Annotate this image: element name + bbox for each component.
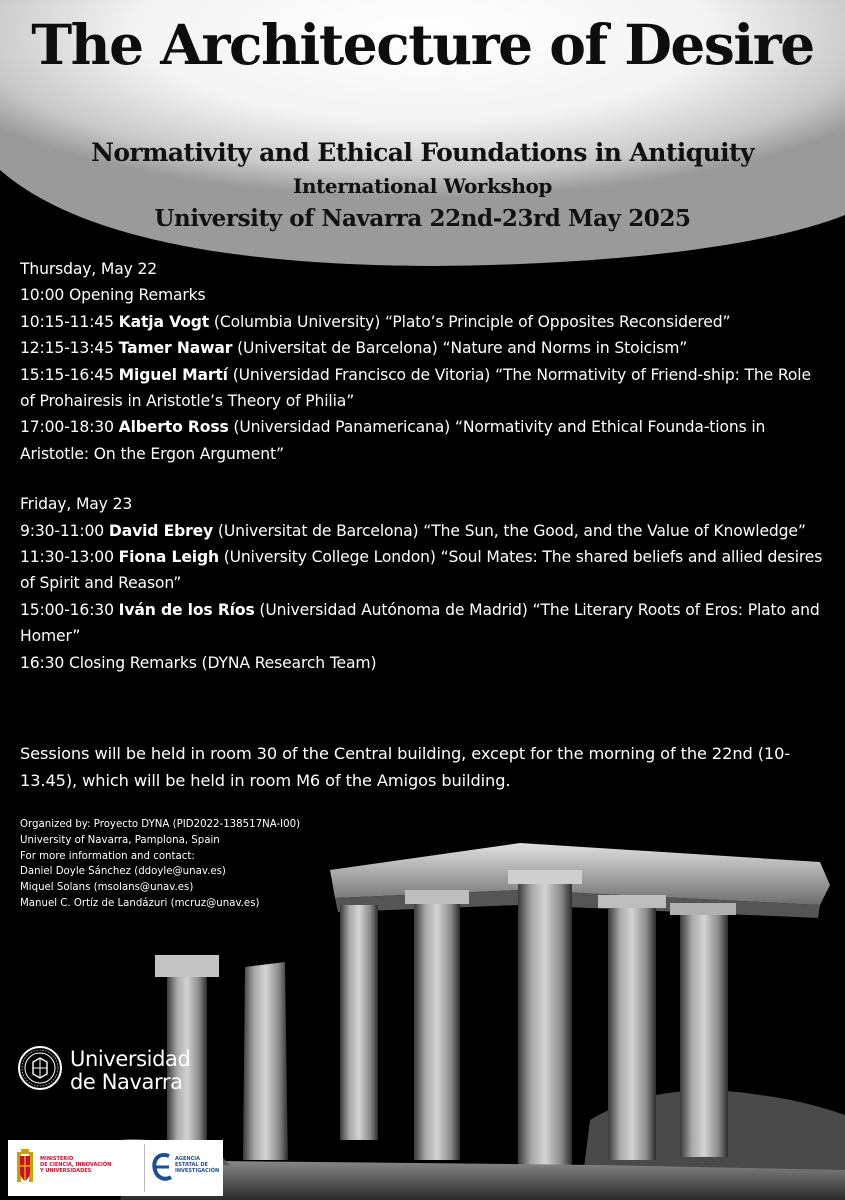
- session-time: 15:15-16:45: [20, 365, 114, 384]
- ministry-name-line: Y UNIVERSIDADES: [40, 1168, 92, 1174]
- speaker-affiliation: (Universidad Panamericana): [233, 418, 451, 437]
- agency-name: [175, 1156, 219, 1174]
- session-nawar: [20, 335, 830, 361]
- speaker-name: Miguel Martí: [118, 365, 228, 384]
- university-seal-icon: [16, 1040, 64, 1100]
- poster-title: The Architecture of Desire: [31, 12, 814, 77]
- session-time: 17:00-18:30: [20, 418, 114, 437]
- session-rios: [20, 597, 830, 650]
- organizer-line: University of Navarra, Pamplona, Spain: [20, 834, 220, 846]
- ministry-name-line: MINISTERIO: [40, 1156, 74, 1162]
- speaker-affiliation: (Columbia University): [213, 312, 381, 331]
- research-agency-logo: [144, 1144, 219, 1192]
- day-spacer: [20, 467, 830, 491]
- session-vogt: [20, 309, 830, 335]
- speaker-name: Alberto Ross: [118, 418, 229, 437]
- agency-name-line: AGENCIA: [175, 1156, 200, 1162]
- ministry-name: [40, 1156, 111, 1174]
- session-time: 10:15-11:45: [20, 312, 114, 331]
- talk-title: “Soul Mates: The shared beliefs and allied desires of Spirit and Reason”: [20, 548, 823, 593]
- session-time: 15:00-16:30: [20, 600, 114, 619]
- speaker-name: Katja Vogt: [118, 312, 210, 331]
- speaker-name: Tamer Nawar: [118, 339, 233, 358]
- spain-coat-of-arms-icon: [14, 1148, 36, 1188]
- session-time: 16:30 Closing Remarks (DYNA Research Team): [20, 653, 377, 672]
- day-heading: Thursday, May 22: [20, 260, 158, 278]
- session-opening: [20, 282, 830, 308]
- session-marti: [20, 362, 830, 415]
- session-time: 12:15-13:45: [20, 339, 114, 358]
- venue-note: Sessions will be held in room 30 of the Central building, except for the morning of the 22nd (10-13.45), which will be held in room M6 of the Amigos building.: [20, 744, 791, 790]
- session-time: 9:30-11:00: [20, 521, 105, 540]
- contact-line: Miquel Solans (msolans@unav.es): [20, 882, 194, 894]
- event-type: International Workshop: [292, 174, 553, 198]
- talk-title: “Plato’s Principle of Opposites Reconsidered”: [384, 312, 731, 331]
- organizers-block: [20, 817, 440, 912]
- day-heading: Friday, May 23: [20, 495, 133, 514]
- university-name-line: Universidad: [70, 1047, 191, 1071]
- program: [20, 256, 830, 676]
- talk-title: “The Normativity of Friend-ship: The Role of Prohairesis in Aristotle’s Theory of Philia”: [20, 365, 811, 411]
- university-wordmark: [70, 1048, 190, 1094]
- talk-title: “Normativity and Ethical Founda-tions in Aristotle: On the Ergon Argument”: [20, 418, 766, 463]
- speaker-affiliation: (Universidad Francisco de Vitoria): [232, 365, 491, 384]
- talk-title: “Nature and Norms in Stoicism”: [442, 339, 688, 358]
- talk-title: “The Literary Roots of Eros: Plato and Homer”: [20, 600, 820, 646]
- ministry-name-line: DE CIENCIA, INNOVACIÓN: [40, 1162, 112, 1168]
- agency-emblem-icon: [149, 1148, 175, 1188]
- funding-logos: [8, 1140, 223, 1196]
- contact-line: Manuel C. Ortíz de Landázuri (mcruz@unav.es): [20, 897, 260, 909]
- university-name-line: de Navarra: [70, 1070, 183, 1094]
- university-logo: [16, 1040, 236, 1110]
- place-and-date: University of Navarra 22nd-23rd May 2025: [154, 205, 691, 232]
- workshop-subtitle: Normativity and Ethical Foundations in Antiquity: [91, 138, 754, 167]
- session-ebrey: [20, 518, 830, 544]
- organizer-line: For more information and contact:: [20, 850, 195, 862]
- session-ross: [20, 414, 830, 467]
- speaker-affiliation: (University College London): [223, 548, 436, 567]
- ministry-logo: [14, 1145, 139, 1191]
- session-closing: [20, 650, 830, 676]
- agency-name-line: ESTATAL DE: [175, 1162, 208, 1168]
- session-time: 10:00 Opening Remarks: [20, 286, 206, 305]
- contact-line: Daniel Doyle Sánchez (ddoyle@unav.es): [20, 866, 226, 878]
- speaker-affiliation: (Universitat de Barcelona): [237, 339, 438, 358]
- organizer-line: Organized by: Proyecto DYNA (PID2022-138517NA-I00): [20, 819, 301, 830]
- agency-name-line: INVESTIGACIÓN: [175, 1168, 220, 1174]
- session-time: 11:30-13:00: [20, 548, 114, 567]
- speaker-name: David Ebrey: [108, 521, 214, 540]
- speaker-name: Fiona Leigh: [118, 548, 219, 567]
- speaker-affiliation: (Universitat de Barcelona): [217, 521, 419, 540]
- speaker-affiliation: (Universidad Autónoma de Madrid): [259, 600, 528, 619]
- session-leigh: [20, 544, 830, 597]
- talk-title: “The Sun, the Good, and the Value of Knowledge”: [423, 521, 806, 540]
- speaker-name: Iván de los Ríos: [118, 600, 255, 619]
